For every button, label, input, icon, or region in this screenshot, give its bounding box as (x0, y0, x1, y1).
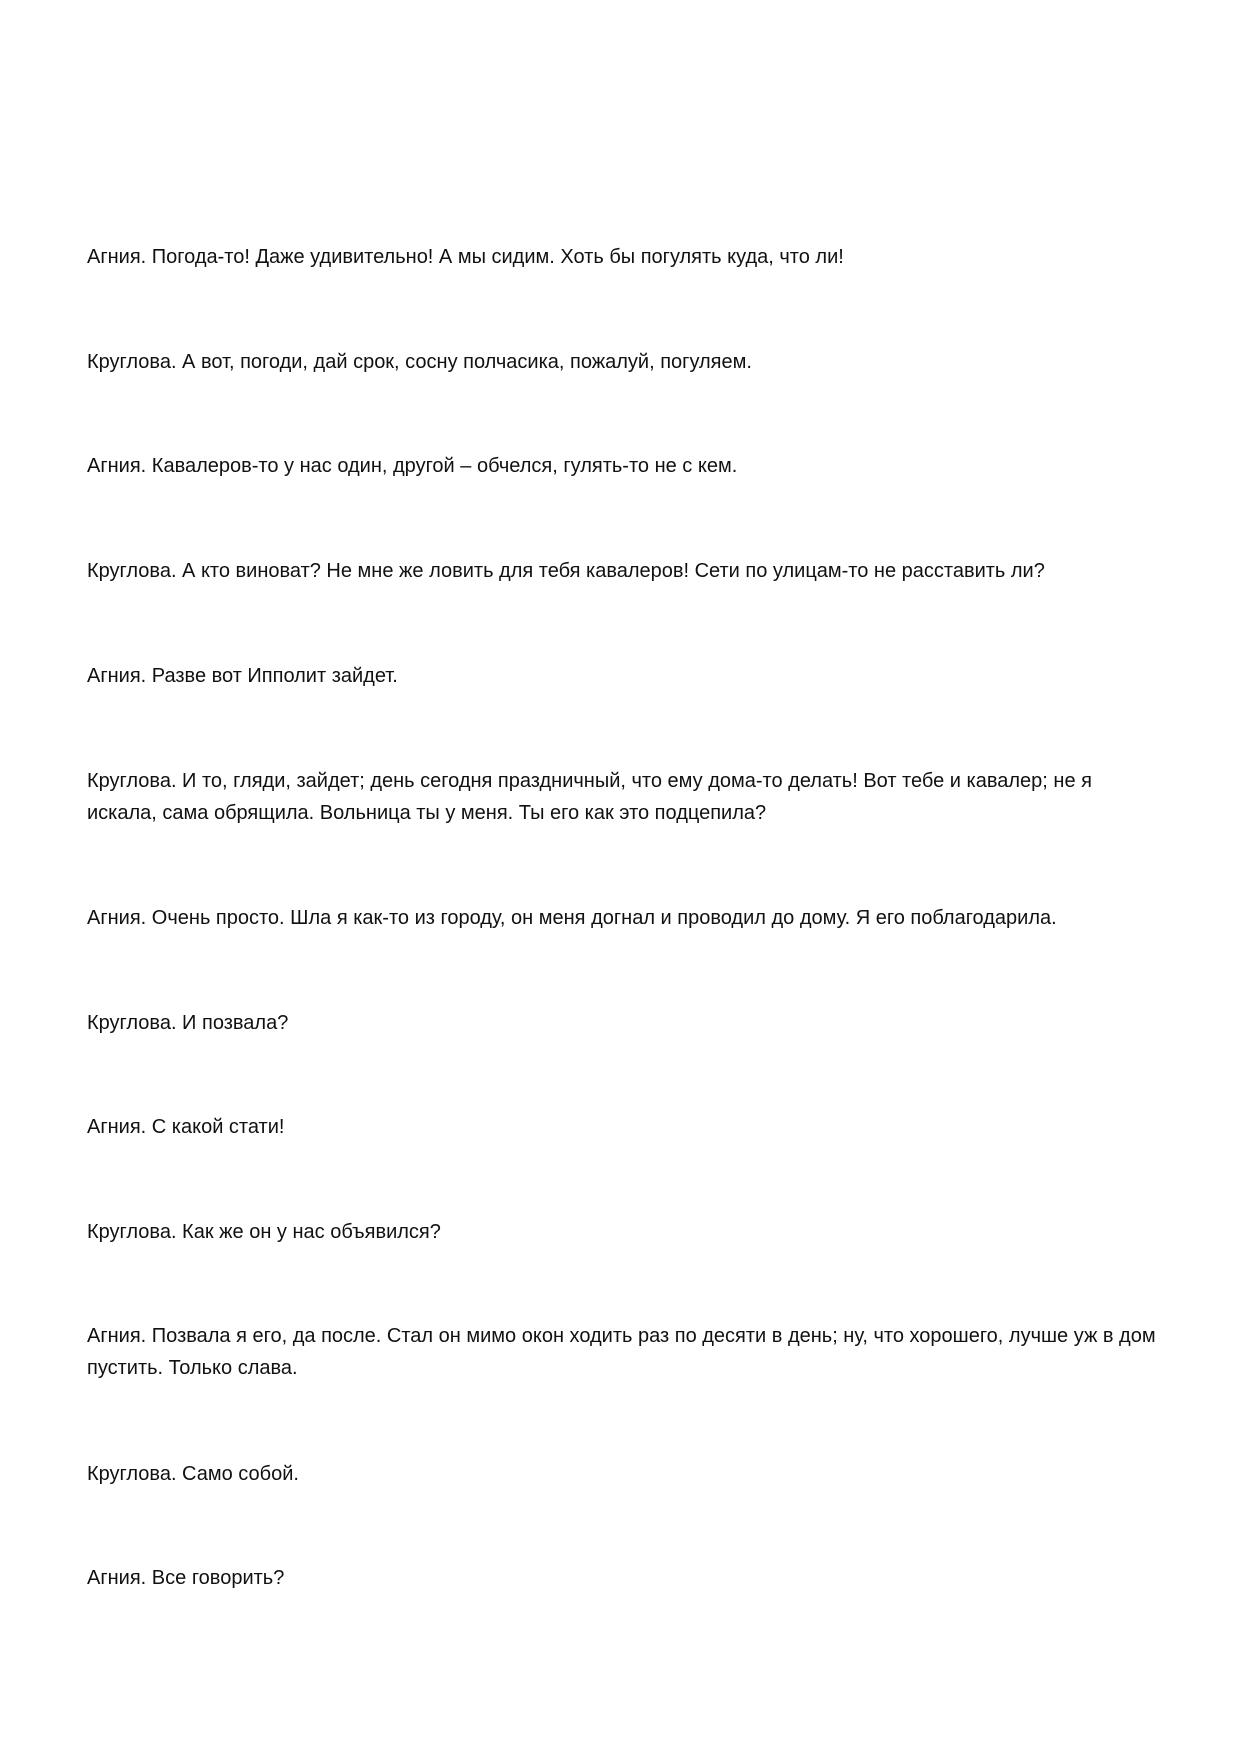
paragraph: Агния. Очень просто. Шла я как-то из городу, он меня догнал и проводил до дому. Я его поблагодарила. (87, 907, 1057, 929)
paragraph: Агния. Погода-то! Даже удивительно! А мы сидим. Хоть бы погулять куда, что ли! (87, 246, 844, 268)
paragraph: Круглова. А вот, погоди, дай срок, сосну полчасика, пожалуй, погуляем. (87, 351, 752, 373)
paragraph: Агния. Все говорить? (87, 1567, 285, 1589)
paragraph: Круглова. А кто виноват? Не мне же ловить для тебя кавалеров! Сети по улицам-то не расставить ли? (87, 560, 1045, 582)
paragraph: Агния. Кавалеров-то у нас один, другой – обчелся, гулять-то не с кем. (87, 455, 738, 477)
paragraph: Круглова. И то, гляди, зайдет; день сегодня праздничный, что ему дома-то делать! Вот тебе и кавалер; не я искала, сама обрящила. Вольница ты у меня. Ты его как это подцепила? (87, 770, 1092, 824)
paragraph: Круглова. И позвала? (87, 1012, 289, 1034)
paragraph: Агния. Разве вот Ипполит зайдет. (87, 665, 398, 687)
paragraph: Круглова. Само собой. (87, 1463, 299, 1485)
paragraph: Агния. Позвала я его, да после. Стал он мимо окон ходить раз по десяти в день; ну, что хорошего, лучше уж в дом пустить. Только слава. (87, 1325, 1156, 1379)
paragraph: Агния. С какой стати! (87, 1116, 285, 1138)
paragraph: Круглова. Как же он у нас объявился? (87, 1221, 441, 1243)
